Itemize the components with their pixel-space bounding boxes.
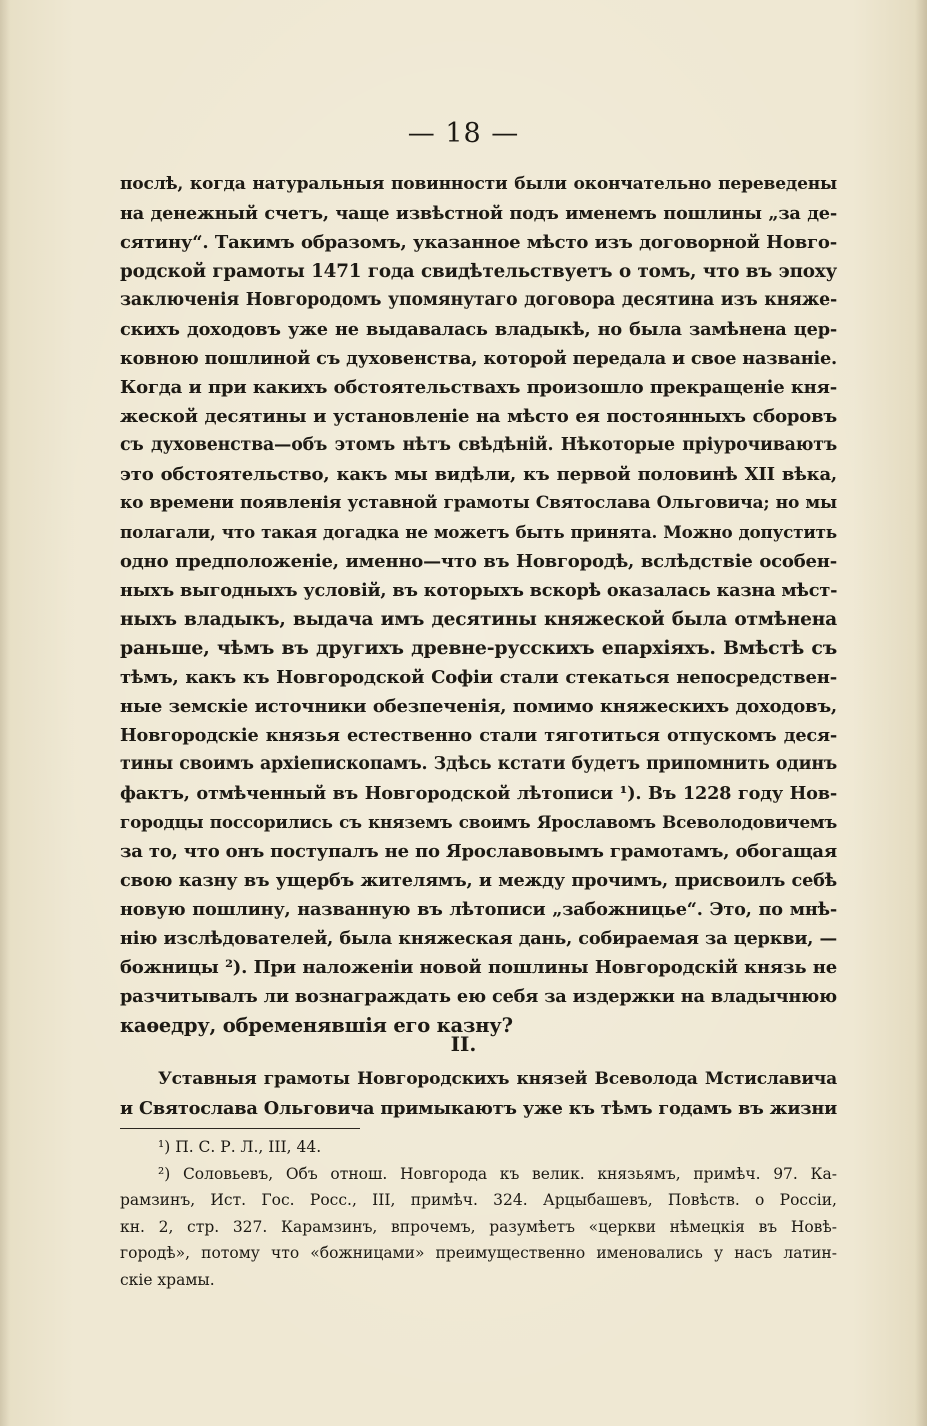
text-line: скихъ доходовъ уже не выдавалась владыкѣ, но была замѣнена цер-	[120, 319, 837, 340]
footnote-continuation: скіе храмы.	[120, 1270, 215, 1289]
text-line: родской грамоты 1471 года свидѣтельствуетъ о томъ, что въ эпоху	[120, 261, 837, 282]
page-right-edge-shadow	[915, 0, 927, 1426]
text-line: божницы ²). При наложеніи новой пошлины Новгородскій князь не	[120, 957, 837, 978]
section-heading: II.	[450, 1032, 477, 1056]
text-line: нію изслѣдователей, была княжеская дань, собираемая за церкви, —	[120, 928, 837, 949]
text-line: на денежный счетъ, чаще извѣстной подъ именемъ пошлины „за де-	[120, 203, 837, 224]
text-line: ные земскіе источники обезпеченія, помимо княжескихъ доходовъ,	[120, 696, 837, 717]
text-line: каѳедру, обременявшія его казну?	[120, 1014, 513, 1037]
text-line: тины своимъ архіепископамъ. Здѣсь кстати будетъ припомнить одинъ	[120, 754, 837, 774]
text-line: полагали, что такая догадка не можетъ быть принята. Можно допустить	[120, 522, 837, 542]
section-paragraph	[120, 1065, 837, 1123]
footnote-continuation: рамзинъ, Ист. Гос. Росс., III, примѣч. 324. Арцыбашевъ, Повѣств. о Россіи,	[120, 1191, 837, 1209]
text-line: за то, что онъ поступалъ не по Ярославовымъ грамотамъ, обогащая	[120, 841, 837, 862]
text-line: новую пошлину, названную въ лѣтописи „забожницье“. Это, по мнѣ-	[120, 899, 837, 920]
text-line: ко времени появленія уставной грамоты Святослава Ольговича; но мы	[120, 493, 837, 513]
text-line: жеской десятины и установленіе на мѣсто ея постоянныхъ сборовъ	[120, 406, 837, 427]
text-line: тѣмъ, какъ къ Новгородской Софіи стали стекаться непосредствен-	[120, 667, 837, 688]
footnote-continuation: городѣ», потому что «божницами» преимущественно именовались у насъ латин-	[120, 1244, 837, 1262]
text-line: сятину“. Такимъ образомъ, указанное мѣсто изъ договорной Новго-	[120, 232, 837, 253]
text-line: послѣ, когда натуральныя повинности были окончательно переведены	[120, 174, 837, 194]
text-line: ныхъ владыкъ, выдача имъ десятины княжеской была отмѣнена	[120, 609, 837, 630]
text-line: заключенія Новгородомъ упомянутаго договора десятина изъ княже-	[120, 290, 837, 310]
text-line: одно предположеніе, именно—что въ Новгородѣ, вслѣдствіе особен-	[120, 551, 837, 572]
text-line: и Святослава Ольговича примыкаютъ уже къ тѣмъ годамъ въ жизни	[120, 1098, 837, 1119]
text-line: ковною пошлиной съ духовенства, которой передала и свое названіе.	[120, 348, 837, 369]
page-left-edge-shadow	[0, 0, 10, 1426]
text-line: раньше, чѣмъ въ другихъ древне-русскихъ епархіяхъ. Вмѣстѣ съ	[120, 637, 837, 659]
text-line: Когда и при какихъ обстоятельствахъ произошло прекращеніе кня-	[120, 377, 837, 398]
footnote: ²) Соловьевъ, Объ отнош. Новгорода къ велик. князьямъ, примѣч. 97. Ка-	[158, 1164, 837, 1183]
text-line: Новгородскіе князья естественно стали тяготиться отпускомъ деся-	[120, 725, 837, 746]
text-line: свою казну въ ущербъ жителямъ, и между прочимъ, присвоилъ себѣ	[120, 870, 837, 891]
body-paragraph	[120, 170, 837, 1040]
page-number: — 18 —	[407, 118, 520, 149]
text-line: фактъ, отмѣченный въ Новгородской лѣтописи ¹). Въ 1228 году Нов-	[120, 783, 837, 804]
text-line: городцы поссорились съ княземъ своимъ Ярославомъ Всеволодовичемъ	[120, 812, 837, 832]
text-line: это обстоятельство, какъ мы видѣли, къ первой половинѣ XII вѣка,	[120, 464, 837, 485]
text-line: разчитывалъ ли вознаграждать ею себя за издержки на владычнюю	[120, 986, 837, 1007]
footnotes	[120, 1134, 837, 1293]
footnote-separator	[120, 1128, 360, 1129]
footnote: ¹) П. С. Р. Л., III, 44.	[158, 1138, 322, 1156]
footnote-continuation: кн. 2, стр. 327. Карамзинъ, впрочемъ, разумѣетъ «церкви нѣмецкія въ Новѣ-	[120, 1217, 837, 1236]
text-line: Уставныя грамоты Новгородскихъ князей Всеволода Мстиславича	[158, 1069, 837, 1089]
text-line: съ духовенства—объ этомъ нѣтъ свѣдѣній. Нѣкоторые пріурочиваютъ	[120, 435, 837, 455]
text-line: ныхъ выгодныхъ условій, въ которыхъ вскорѣ оказалась казна мѣст-	[120, 580, 838, 601]
